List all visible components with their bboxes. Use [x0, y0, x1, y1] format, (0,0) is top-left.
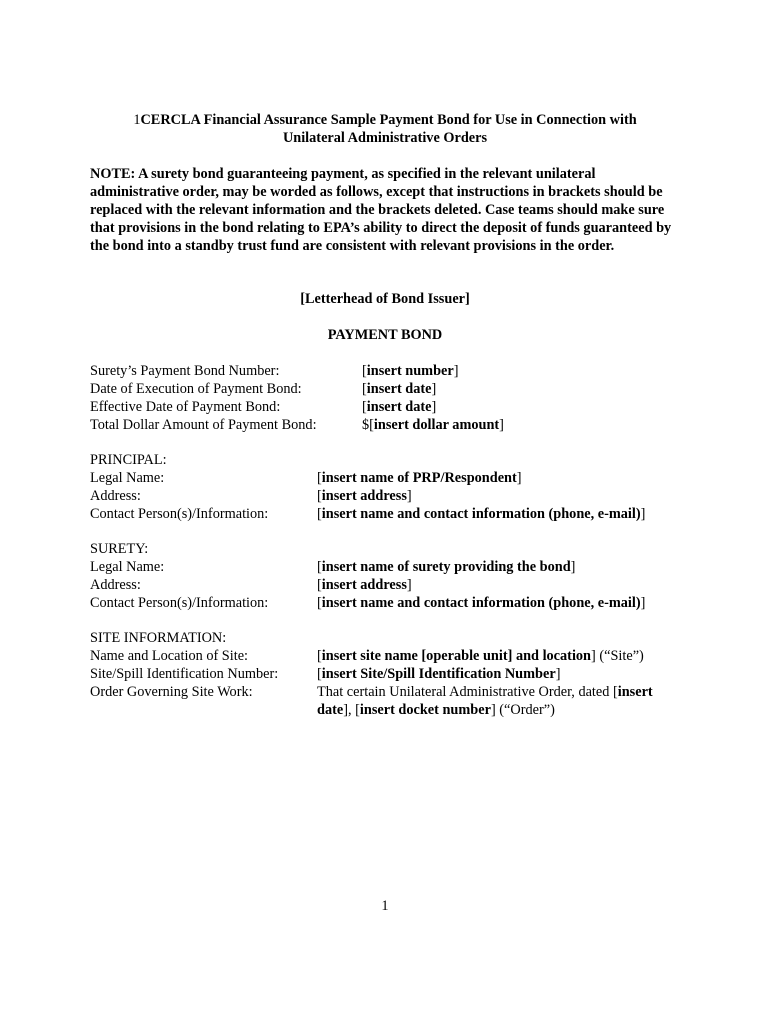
- title-line-1: CERCLA Financial Assurance Sample Payment Bond for Use in Connection with: [140, 112, 637, 128]
- surety-legal-name-value: [insert name of surety providing the bond]: [317, 559, 576, 575]
- surety-address-value: [insert address]: [317, 577, 412, 593]
- execution-date-label: Date of Execution of Payment Bond:: [90, 381, 302, 397]
- principal-legal-name-value: [insert name of PRP/Respondent]: [317, 470, 522, 486]
- surety-heading: SURETY:: [90, 541, 149, 557]
- order-label: Order Governing Site Work:: [90, 684, 253, 700]
- principal-address-label: Address:: [90, 488, 141, 504]
- effective-date-label: Effective Date of Payment Bond:: [90, 399, 281, 415]
- dollar-amount-value: $[insert dollar amount]: [362, 417, 504, 433]
- site-id-label: Site/Spill Identification Number:: [90, 666, 279, 682]
- dollar-amount-label: Total Dollar Amount of Payment Bond:: [90, 417, 317, 433]
- surety-legal-name-label: Legal Name:: [90, 559, 165, 575]
- surety-contact-label: Contact Person(s)/Information:: [90, 595, 269, 611]
- page-number: 1: [381, 898, 389, 914]
- document-title: [90, 111, 680, 147]
- footnote-mark: 1: [133, 112, 141, 128]
- title-line-2: Unilateral Administrative Orders: [282, 130, 488, 146]
- order-value: That certain Unilateral Administrative Order, dated [insert date], [insert docket number] (“Order”): [317, 684, 653, 718]
- principal-address-value: [insert address]: [317, 488, 412, 504]
- bond-heading: PAYMENT BOND: [327, 327, 443, 343]
- surety-contact-value: [insert name and contact information (phone, e-mail)]: [317, 595, 646, 611]
- principal-contact-value: [insert name and contact information (phone, e-mail)]: [317, 506, 646, 522]
- site-name-label: Name and Location of Site:: [90, 648, 249, 664]
- effective-date-value: [insert date]: [362, 399, 437, 415]
- bond-number-label: Surety’s Payment Bond Number:: [90, 363, 280, 379]
- execution-date-value: [insert date]: [362, 381, 437, 397]
- site-heading: SITE INFORMATION:: [90, 630, 227, 646]
- letterhead-placeholder: [Letterhead of Bond Issuer]: [300, 291, 470, 307]
- site-name-value: [insert site name [operable unit] and location] (“Site”): [317, 648, 644, 664]
- principal-legal-name-label: Legal Name:: [90, 470, 165, 486]
- principal-heading: PRINCIPAL:: [90, 452, 167, 468]
- surety-address-label: Address:: [90, 577, 141, 593]
- principal-contact-label: Contact Person(s)/Information:: [90, 506, 269, 522]
- bond-number-value: [insert number]: [362, 363, 459, 379]
- site-id-value: [insert Site/Spill Identification Number]: [317, 666, 561, 682]
- instruction-note: NOTE: A surety bond guaranteeing payment, as specified in the relevant unilateral administrative order, may be worded as follows, except that instructions in brackets should be replaced with the relevant information and the brackets deleted. Case teams should make sure that provisions in the bond relating to EPA’s ability to direct the deposit of funds guaranteed by the bond into a standby trust fund are consistent with relevant provisions in the order.: [90, 166, 672, 254]
